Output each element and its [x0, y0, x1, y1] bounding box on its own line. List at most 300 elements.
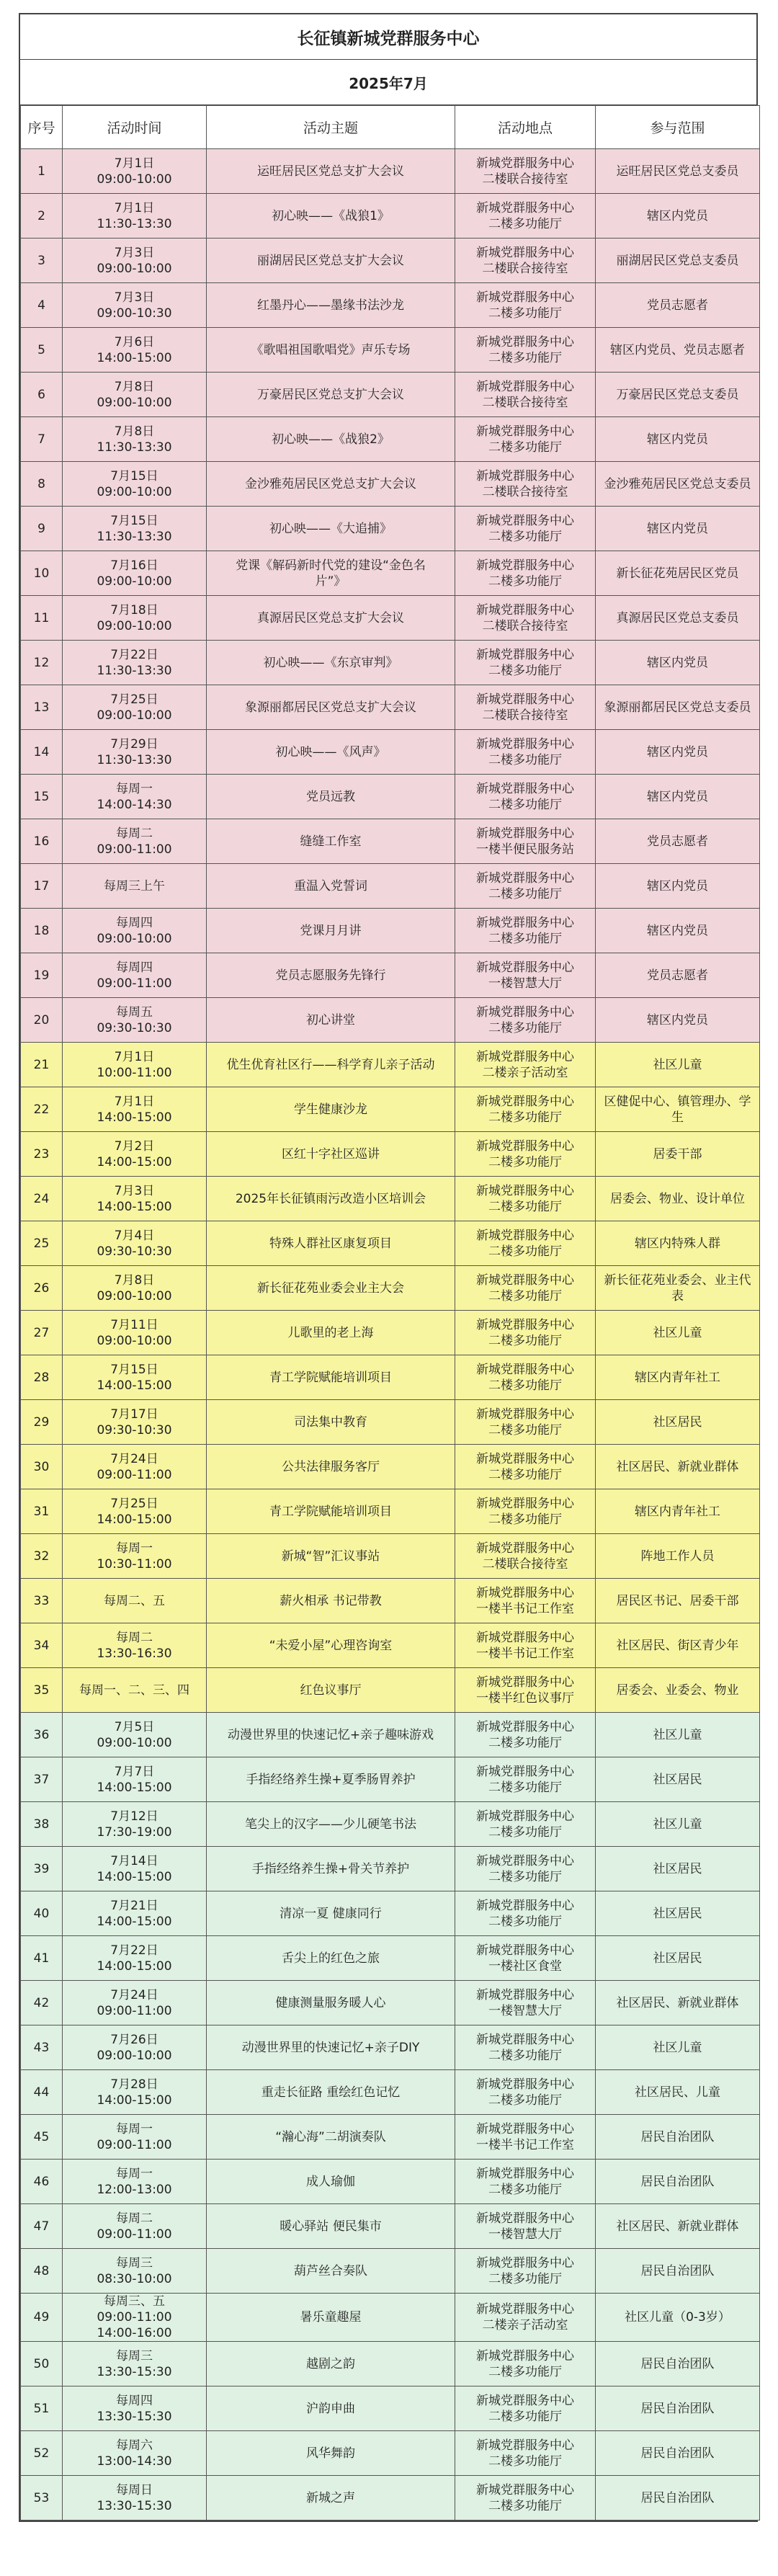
activity-time-line: 7月3日	[114, 245, 155, 260]
table-row	[21, 2294, 760, 2342]
activity-place-line: 新城党群服务中心	[476, 781, 574, 796]
activity-time-line: 7月16日	[110, 558, 158, 573]
table-row	[21, 328, 760, 373]
activity-place	[455, 1668, 596, 1713]
activity-place-line: 新城党群服务中心	[476, 1273, 574, 1288]
activity-place-line: 二楼多功能厅	[488, 529, 562, 544]
activity-scope-line: 居委会、物业、设计单位	[610, 1191, 745, 1206]
row-number: 27	[21, 1311, 63, 1355]
activity-topic	[207, 2386, 455, 2431]
activity-time	[63, 819, 207, 864]
activity-topic-line: 运旺居民区党总支扩大会议	[257, 164, 404, 179]
activity-time-line: 每周二	[116, 826, 153, 841]
activity-scope-line: 社区居民	[653, 1951, 702, 1966]
activity-place	[455, 1400, 596, 1445]
activity-place-line: 新城党群服务中心	[476, 1719, 574, 1734]
table-row	[21, 775, 760, 819]
activity-scope	[596, 1891, 760, 1936]
activity-place-line: 一楼半书记工作室	[476, 2137, 574, 2152]
table-row	[21, 953, 760, 998]
activity-time	[63, 1489, 207, 1534]
activity-topic	[207, 239, 455, 283]
activity-topic	[207, 1177, 455, 1221]
activity-place	[455, 1043, 596, 1087]
activity-scope-line: 辖区内青年社工	[635, 1504, 720, 1519]
table-row	[21, 239, 760, 283]
activity-scope-line: 社区居民、新就业群体	[616, 2219, 739, 2234]
activity-topic	[207, 373, 455, 417]
row-number: 33	[21, 1579, 63, 1623]
activity-place-line: 新城党群服务中心	[476, 1004, 574, 1020]
activity-scope	[596, 417, 760, 462]
activity-time	[63, 864, 207, 909]
activity-place-line: 新城党群服务中心	[476, 1585, 574, 1600]
activity-place-line: 二楼联合接待室	[482, 708, 568, 723]
activity-place-line: 新城党群服务中心	[476, 468, 574, 483]
activity-time-line: 7月1日	[114, 1049, 155, 1064]
activity-place-line: 一楼社区食堂	[488, 1958, 562, 1974]
activity-scope	[596, 1043, 760, 1087]
activity-topic-line: 动漫世界里的快速记忆+亲子DIY	[241, 2040, 420, 2055]
activity-time-line: 每周三、五	[104, 2294, 165, 2309]
activity-scope	[596, 149, 760, 194]
activity-place-line: 新城党群服务中心	[476, 2121, 574, 2136]
row-number: 40	[21, 1891, 63, 1936]
table-body	[21, 149, 760, 2521]
activity-time	[63, 775, 207, 819]
activity-place	[455, 2115, 596, 2160]
activity-scope-line: 居民自治团队	[640, 2490, 715, 2505]
activity-time-line: 17:30-19:00	[97, 1824, 172, 1840]
row-number: 50	[21, 2342, 63, 2386]
activity-place	[455, 2294, 596, 2342]
row-number: 2	[21, 194, 63, 239]
activity-scope-line: 新长征花苑业委会、业主代	[604, 1273, 751, 1288]
row-number: 19	[21, 953, 63, 998]
header-scope: 参与范围	[596, 106, 760, 149]
activity-scope	[596, 194, 760, 239]
activity-place-line: 二楼联合接待室	[482, 484, 568, 499]
activity-topic-line: 红墨丹心——墨缘书法沙龙	[257, 298, 404, 313]
activity-time-line: 7月15日	[110, 513, 158, 528]
activity-time-line: 09:00-11:00	[97, 2227, 172, 2242]
activity-time-line: 7月8日	[114, 424, 155, 439]
activity-time	[63, 1221, 207, 1266]
activity-place-line: 新城党群服务中心	[476, 2438, 574, 2453]
row-number: 48	[21, 2249, 63, 2294]
activity-place	[455, 2249, 596, 2294]
activity-scope	[596, 1757, 760, 1802]
activity-time-line: 每周二	[116, 1630, 153, 1645]
activity-time	[63, 1713, 207, 1757]
row-number: 46	[21, 2160, 63, 2204]
row-number: 21	[21, 1043, 63, 1087]
activity-time	[63, 2115, 207, 2160]
activity-scope	[596, 2204, 760, 2249]
activity-place-line: 新城党群服务中心	[476, 1496, 574, 1511]
activity-time	[63, 2160, 207, 2204]
activity-scope	[596, 953, 760, 998]
header-no: 序号	[21, 106, 63, 149]
activity-scope	[596, 2070, 760, 2115]
activity-time-line: 14:00-16:00	[97, 2326, 172, 2340]
activity-topic	[207, 2025, 455, 2070]
activity-scope	[596, 1221, 760, 1266]
activity-topic-line: 公共法律服务客厅	[282, 1459, 380, 1474]
activity-topic	[207, 2204, 455, 2249]
activity-time-line: 每周三	[116, 2255, 153, 2270]
activity-topic	[207, 1400, 455, 1445]
activity-time	[63, 239, 207, 283]
activity-place-line: 二楼联合接待室	[482, 171, 568, 187]
activity-topic-line: 健康测量服务暖人心	[275, 1995, 386, 2010]
table-row	[21, 1445, 760, 1489]
table-header-row	[21, 106, 760, 149]
activity-scope	[596, 685, 760, 730]
activity-scope-line: 党员志愿者	[647, 298, 708, 313]
activity-topic-line: 初心映——《战狼1》	[272, 208, 390, 223]
activity-time	[63, 2025, 207, 2070]
row-number: 38	[21, 1802, 63, 1847]
activity-scope-line: 象源丽都居民区党总支委员	[604, 700, 751, 715]
activity-place	[455, 2431, 596, 2476]
activity-scope-line: 居委干部	[653, 1146, 702, 1162]
activity-scope-line: 居民自治团队	[640, 2174, 715, 2189]
activity-place-line: 新城党群服务中心	[476, 2211, 574, 2226]
activity-topic	[207, 998, 455, 1043]
activity-scope-line: 辖区内党员	[647, 655, 708, 670]
table-row	[21, 1087, 760, 1132]
activity-topic	[207, 1623, 455, 1668]
activity-place-line: 一楼半红色议事厅	[476, 1690, 574, 1706]
activity-time-line: 每周二	[116, 2211, 153, 2226]
activity-scope-line: 社区儿童（0-3岁）	[625, 2310, 730, 2325]
activity-time-line: 13:30-15:30	[97, 2364, 172, 2379]
activity-place	[455, 685, 596, 730]
activity-topic-line: 优生优育社区行——科学育儿亲子活动	[226, 1057, 435, 1072]
activity-scope-line: 社区儿童	[653, 2040, 702, 2055]
activity-place-line: 二楼联合接待室	[482, 261, 568, 276]
activity-time-line: 每周一	[116, 2121, 153, 2136]
activity-topic-line: 党课月月讲	[300, 923, 362, 938]
row-number: 36	[21, 1713, 63, 1757]
activity-topic-line: 区红十字社区巡讲	[282, 1146, 380, 1162]
activity-topic-line: 风华舞韵	[306, 2446, 355, 2461]
activity-topic-line: 学生健康沙龙	[294, 1102, 367, 1117]
activity-time	[63, 1266, 207, 1311]
activity-scope	[596, 1087, 760, 1132]
activity-topic-line: 丽湖居民区党总支扩大会议	[257, 253, 404, 268]
activity-time-line: 每周一	[116, 2166, 153, 2181]
row-number: 5	[21, 328, 63, 373]
table-row	[21, 1891, 760, 1936]
activity-place-line: 一楼智慧大厅	[488, 2003, 562, 2018]
activity-time-line: 09:00-10:00	[97, 708, 172, 723]
activity-time-line: 每周日	[116, 2482, 153, 2497]
activity-scope-line: 社区儿童	[653, 1727, 702, 1742]
row-number: 30	[21, 1445, 63, 1489]
activity-place-line: 二楼多功能厅	[488, 2498, 562, 2513]
activity-topic	[207, 2342, 455, 2386]
activity-scope-line: 居民自治团队	[640, 2401, 715, 2416]
activity-time-line: 09:30-10:30	[97, 1020, 172, 1035]
activity-place	[455, 1623, 596, 1668]
activity-place-line: 新城党群服务中心	[476, 558, 574, 573]
row-number: 17	[21, 864, 63, 909]
activity-scope-line: 居民自治团队	[640, 2446, 715, 2461]
activity-topic-line: 司法集中教育	[294, 1414, 367, 1430]
activity-scope	[596, 239, 760, 283]
activity-time-line: 每周二、五	[104, 1593, 165, 1608]
activity-scope-line: 社区居民	[653, 1861, 702, 1876]
activity-place	[455, 1757, 596, 1802]
activity-time-line: 09:00-10:00	[97, 1288, 172, 1303]
activity-scope	[596, 462, 760, 507]
activity-time	[63, 149, 207, 194]
activity-time-line: 14:00-15:00	[97, 1914, 172, 1929]
activity-place	[455, 2342, 596, 2386]
activity-place-line: 新城党群服务中心	[476, 1630, 574, 1645]
activity-time-line: 09:00-10:00	[97, 171, 172, 187]
activity-topic	[207, 2431, 455, 2476]
activity-place	[455, 596, 596, 641]
activity-place-line: 二楼多功能厅	[488, 2454, 562, 2469]
activity-place-line: 二楼多功能厅	[488, 306, 562, 321]
table-row	[21, 2204, 760, 2249]
row-number: 20	[21, 998, 63, 1043]
activity-place-line: 一楼半书记工作室	[476, 1601, 574, 1616]
activity-time	[63, 1177, 207, 1221]
activity-scope-line: 辖区内党员	[647, 1012, 708, 1028]
activity-time-line: 每周四	[116, 2393, 153, 2408]
row-number: 10	[21, 551, 63, 596]
month-heading: 2025年7月	[20, 60, 756, 105]
activity-place-line: 二楼多功能厅	[488, 2271, 562, 2286]
activity-topic	[207, 953, 455, 998]
activity-place-line: 二楼多功能厅	[488, 2048, 562, 2063]
activity-scope-line: 万豪居民区党总支委员	[616, 387, 739, 402]
activity-topic	[207, 2294, 455, 2342]
row-number: 15	[21, 775, 63, 819]
activity-topic-line: 党员志愿服务先锋行	[275, 968, 386, 983]
activity-place	[455, 953, 596, 998]
activity-scope	[596, 819, 760, 864]
activity-topic	[207, 2070, 455, 2115]
activity-scope	[596, 1936, 760, 1981]
table-row	[21, 373, 760, 417]
activity-scope	[596, 2431, 760, 2476]
activity-place-line: 新城党群服务中心	[476, 647, 574, 662]
activity-topic	[207, 1087, 455, 1132]
activity-topic	[207, 2476, 455, 2521]
activity-scope-line: 居民自治团队	[640, 2129, 715, 2144]
activity-time-line: 13:30-16:30	[97, 1646, 172, 1661]
activity-scope-line: 金沙雅苑居民区党总支委员	[604, 476, 751, 491]
activity-time-line: 7月18日	[110, 602, 158, 618]
table-row	[21, 685, 760, 730]
table-row	[21, 2431, 760, 2476]
table-row	[21, 2025, 760, 2070]
activity-time-line: 09:00-11:00	[97, 976, 172, 991]
activity-place-line: 二楼多功能厅	[488, 1333, 562, 1348]
activity-place-line: 二楼多功能厅	[488, 1199, 562, 1214]
activity-place-line: 二楼多功能厅	[488, 797, 562, 812]
activity-topic	[207, 1489, 455, 1534]
activity-time	[63, 1132, 207, 1177]
table-row	[21, 283, 760, 328]
row-number: 29	[21, 1400, 63, 1445]
activity-topic	[207, 819, 455, 864]
table-row	[21, 1221, 760, 1266]
activity-topic	[207, 149, 455, 194]
activity-topic	[207, 730, 455, 775]
activity-scope	[596, 2476, 760, 2521]
activity-topic	[207, 507, 455, 551]
activity-time	[63, 909, 207, 953]
activity-scope-line: 新长征花苑居民区党员	[616, 566, 739, 581]
activity-topic-line: 初心映——《大追捕》	[269, 521, 392, 536]
activity-topic-line: 象源丽都居民区党总支扩大会议	[245, 700, 416, 715]
activity-topic-line: 初心映——《战狼2》	[272, 432, 390, 447]
activity-scope	[596, 2294, 760, 2342]
activity-place	[455, 417, 596, 462]
activity-scope	[596, 1668, 760, 1713]
activity-time	[63, 2386, 207, 2431]
activity-scope	[596, 373, 760, 417]
activity-time-line: 7月3日	[114, 1183, 155, 1198]
activity-place-line: 二楼多功能厅	[488, 1735, 562, 1750]
activity-place	[455, 864, 596, 909]
activity-time	[63, 1355, 207, 1400]
activity-place-line: 新城党群服务中心	[476, 513, 574, 528]
activity-topic-line: 党课《解码新时代党的建设“金色名	[236, 558, 426, 573]
activity-place-line: 一楼半便民服务站	[476, 842, 574, 857]
activity-topic-line: 动漫世界里的快速记忆+亲子趣味游戏	[227, 1727, 434, 1742]
table-row	[21, 507, 760, 551]
row-number: 35	[21, 1668, 63, 1713]
activity-topic-line: “瀚心海”二胡演奏队	[275, 2129, 386, 2144]
activity-scope	[596, 1802, 760, 1847]
table-row	[21, 2070, 760, 2115]
activity-place-line: 新城党群服务中心	[476, 1943, 574, 1958]
activity-time	[63, 1534, 207, 1579]
activity-place-line: 二楼多功能厅	[488, 1020, 562, 1035]
activity-topic	[207, 775, 455, 819]
activity-place	[455, 641, 596, 685]
activity-scope	[596, 596, 760, 641]
activity-scope-line: 阵地工作人员	[640, 1548, 715, 1564]
activity-time-line: 每周一	[116, 1541, 153, 1556]
activity-scope	[596, 2249, 760, 2294]
activity-time-line: 10:30-11:00	[97, 1556, 172, 1572]
activity-scope	[596, 1981, 760, 2025]
activity-place-line: 新城党群服务中心	[476, 736, 574, 752]
table-row	[21, 194, 760, 239]
activity-time	[63, 953, 207, 998]
activity-place-line: 新城党群服务中心	[476, 1764, 574, 1779]
activity-place	[455, 1355, 596, 1400]
activity-place	[455, 328, 596, 373]
activity-topic	[207, 1266, 455, 1311]
activity-place-line: 二楼多功能厅	[488, 2182, 562, 2197]
activity-time	[63, 1087, 207, 1132]
activity-topic	[207, 551, 455, 596]
activity-place	[455, 194, 596, 239]
activity-topic	[207, 864, 455, 909]
row-number: 7	[21, 417, 63, 462]
activity-scope	[596, 1847, 760, 1891]
schedule-sheet	[19, 13, 758, 2522]
activity-topic-line: 初心讲堂	[306, 1012, 355, 1028]
activity-topic-line: 真源居民区党总支扩大会议	[257, 610, 404, 625]
table-row	[21, 730, 760, 775]
activity-time-line: 14:00-15:00	[97, 1378, 172, 1393]
activity-scope	[596, 283, 760, 328]
activity-time-line: 14:00-15:00	[97, 1512, 172, 1527]
activity-place-line: 一楼智慧大厅	[488, 976, 562, 991]
activity-topic-line: 手指经络养生操+夏季肠胃养护	[246, 1772, 416, 1787]
table-row	[21, 909, 760, 953]
activity-topic-line: 新长征花苑业委会业主大会	[257, 1280, 404, 1296]
activity-place-line: 新城党群服务中心	[476, 1451, 574, 1466]
activity-time-line: 每周五	[116, 1004, 153, 1020]
activity-place-line: 新城党群服务中心	[476, 826, 574, 841]
activity-time-line: 10:00-11:00	[97, 1065, 172, 1080]
activity-scope-line: 区健促中心、镇管理办、学	[604, 1094, 751, 1109]
activity-place-line: 二楼多功能厅	[488, 1154, 562, 1169]
page-title: 长征镇新城党群服务中心	[20, 14, 756, 60]
activity-topic	[207, 1802, 455, 1847]
activity-place-line: 新城党群服务中心	[476, 1853, 574, 1868]
activity-place-line: 二楼多功能厅	[488, 1780, 562, 1795]
row-number: 26	[21, 1266, 63, 1311]
activity-place-line: 二楼联合接待室	[482, 1556, 568, 1572]
activity-place	[455, 1936, 596, 1981]
table-row	[21, 1489, 760, 1534]
activity-place	[455, 2204, 596, 2249]
activity-place-line: 新城党群服务中心	[476, 2255, 574, 2270]
activity-place-line: 新城党群服务中心	[476, 156, 574, 171]
activity-time-line: 7月8日	[114, 379, 155, 394]
activity-place	[455, 551, 596, 596]
activity-place-line: 新城党群服务中心	[476, 1094, 574, 1109]
activity-place-line: 新城党群服务中心	[476, 960, 574, 975]
activity-time-line: 13:30-15:30	[97, 2409, 172, 2424]
activity-time-line: 7月25日	[110, 692, 158, 707]
activity-topic-line: 新城之声	[306, 2490, 355, 2505]
activity-time-line: 14:00-15:00	[97, 2093, 172, 2108]
activity-time-line: 每周四	[116, 960, 153, 975]
activity-scope	[596, 1355, 760, 1400]
activity-time-line: 14:00-15:00	[97, 1780, 172, 1795]
activity-topic-line: 缝缝工作室	[300, 834, 362, 849]
activity-place	[455, 373, 596, 417]
activity-place-line: 二楼多功能厅	[488, 574, 562, 589]
activity-time-line: 09:00-11:00	[97, 1467, 172, 1482]
activity-scope-line: 社区居民	[653, 1772, 702, 1787]
activity-place	[455, 1311, 596, 1355]
activity-time-line: 09:00-11:00	[97, 842, 172, 857]
activity-time-line: 14:00-15:00	[97, 1154, 172, 1169]
activity-place-line: 二楼多功能厅	[488, 752, 562, 767]
activity-place-line: 二楼亲子活动室	[482, 2318, 568, 2332]
activity-scope-line: 辖区内党员	[647, 208, 708, 223]
activity-place-line: 二楼多功能厅	[488, 1467, 562, 1482]
activity-time	[63, 2204, 207, 2249]
activity-time	[63, 1623, 207, 1668]
activity-place-line: 新城党群服务中心	[476, 1407, 574, 1422]
activity-place-line: 新城党群服务中心	[476, 1898, 574, 1913]
